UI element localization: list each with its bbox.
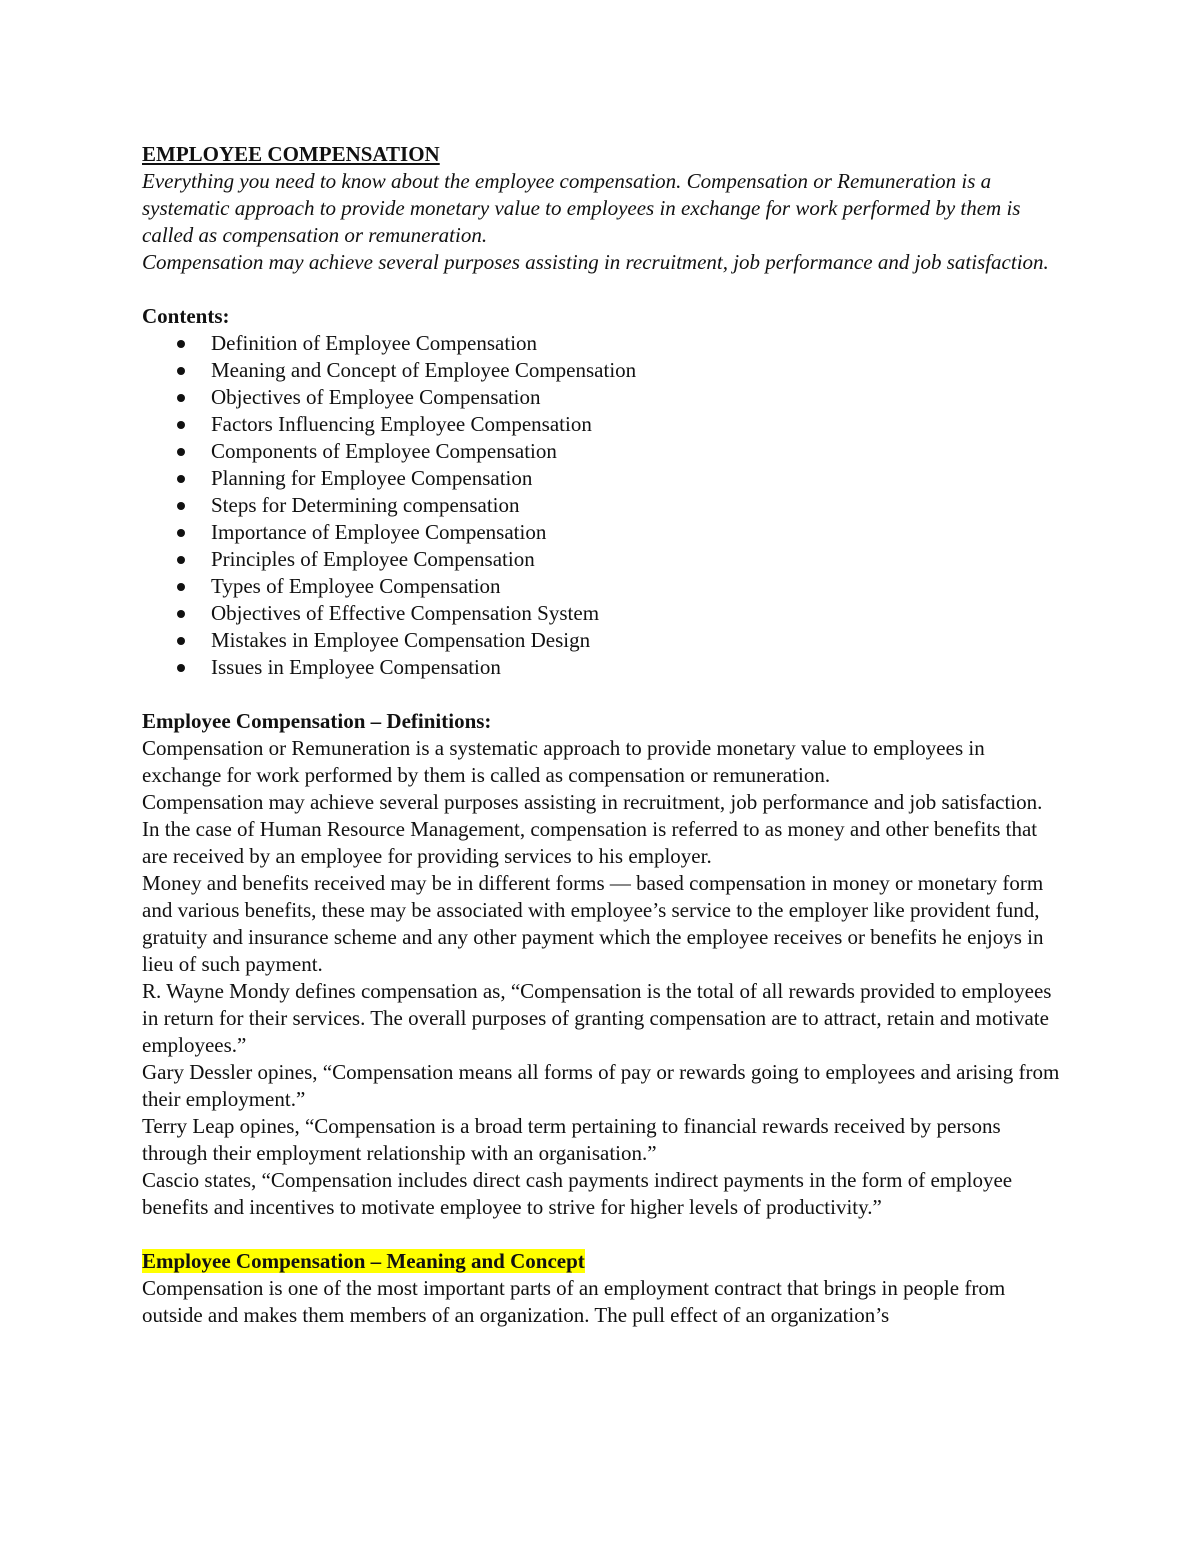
list-item-label: Importance of Employee Compensation	[211, 520, 547, 544]
list-item	[142, 654, 1062, 681]
bullet-icon	[177, 394, 185, 402]
document-title: EMPLOYEE COMPENSATION	[142, 142, 440, 166]
intro-paragraph: Everything you need to know about the employee compensation. Compensation or Remuneration is a systematic approach to provide monetary value to employees in exchange for work performed by them is called as compensation or remuneration.	[142, 169, 1021, 247]
list-item	[142, 465, 1062, 492]
bullet-icon	[177, 502, 185, 510]
list-item-label: Components of Employee Compensation	[211, 439, 557, 463]
list-item-label: Definition of Employee Compensation	[211, 331, 538, 355]
contents-heading: Contents:	[142, 304, 230, 328]
list-item	[142, 411, 1062, 438]
definitions-section	[142, 708, 1062, 1221]
contents-list	[142, 330, 1062, 681]
list-item-label: Objectives of Employee Compensation	[211, 385, 541, 409]
bullet-icon	[177, 367, 185, 375]
list-item-label: Objectives of Effective Compensation System	[211, 601, 600, 625]
bullet-icon	[177, 475, 185, 483]
body-paragraph: Compensation is one of the most important parts of an employment contract that brings in people from outside and makes them members of an organization. The pull effect of an organization’s	[142, 1276, 1006, 1327]
list-item	[142, 492, 1062, 519]
body-paragraph: Money and benefits received may be in different forms — based compensation in money or monetary form and various benefits, these may be associated with employee’s service to the employer like provident fund, gratuity and insurance scheme and any other payment which the employee receives or benefits he enjoys in lieu of such payment.	[142, 871, 1044, 976]
list-item-label: Principles of Employee Compensation	[211, 547, 535, 571]
list-item-label: Planning for Employee Compensation	[211, 466, 533, 490]
document-page	[142, 141, 1062, 1329]
blank-line	[142, 681, 1062, 708]
bullet-icon	[177, 529, 185, 537]
list-item-label: Steps for Determining compensation	[211, 493, 520, 517]
meaning-section	[142, 1248, 1062, 1329]
list-item	[142, 519, 1062, 546]
list-item-label: Factors Influencing Employee Compensation	[211, 412, 592, 436]
highlighted-heading-text: Employee Compensation – Meaning and Concept	[142, 1249, 585, 1273]
body-paragraph: R. Wayne Mondy defines compensation as, “Compensation is the total of all rewards provided to employees in return for their services. The overall purposes of granting compensation are to attract, retain and motivate employees.”	[142, 979, 1052, 1057]
bullet-icon	[177, 448, 185, 456]
list-item	[142, 330, 1062, 357]
list-item	[142, 357, 1062, 384]
bullet-icon	[177, 664, 185, 672]
bullet-icon	[177, 556, 185, 564]
list-item	[142, 627, 1062, 654]
list-item	[142, 600, 1062, 627]
list-item-label: Types of Employee Compensation	[211, 574, 501, 598]
body-paragraph: Cascio states, “Compensation includes direct cash payments indirect payments in the form of employee benefits and incentives to motivate employee to strive for higher levels of productivity.”	[142, 1168, 1013, 1219]
bullet-icon	[177, 610, 185, 618]
list-item-label: Mistakes in Employee Compensation Design	[211, 628, 591, 652]
list-item	[142, 438, 1062, 465]
body-paragraph: Compensation may achieve several purposes assisting in recruitment, job performance and job satisfaction.	[142, 790, 1043, 814]
list-item	[142, 546, 1062, 573]
list-item-label: Meaning and Concept of Employee Compensation	[211, 358, 637, 382]
bullet-icon	[177, 421, 185, 429]
body-paragraph: Gary Dessler opines, “Compensation means all forms of pay or rewards going to employees and arising from their employment.”	[142, 1060, 1060, 1111]
blank-line	[142, 276, 1062, 303]
list-item-label: Issues in Employee Compensation	[211, 655, 501, 679]
body-paragraph: Terry Leap opines, “Compensation is a broad term pertaining to financial rewards received by persons through their employment relationship with an organisation.”	[142, 1114, 1001, 1165]
bullet-icon	[177, 340, 185, 348]
list-item	[142, 384, 1062, 411]
body-paragraph: Compensation or Remuneration is a systematic approach to provide monetary value to employees in exchange for work performed by them is called as compensation or remuneration.	[142, 736, 985, 787]
bullet-icon	[177, 583, 185, 591]
intro-paragraph: Compensation may achieve several purposes assisting in recruitment, job performance and job satisfaction.	[142, 250, 1049, 274]
definitions-heading: Employee Compensation – Definitions:	[142, 709, 492, 733]
bullet-icon	[177, 637, 185, 645]
contents-section	[142, 303, 1062, 681]
intro-section	[142, 168, 1062, 276]
list-item	[142, 573, 1062, 600]
blank-line	[142, 1221, 1062, 1248]
meaning-heading	[142, 1248, 1062, 1275]
body-paragraph: In the case of Human Resource Management, compensation is referred to as money and other benefits that are received by an employee for providing services to his employer.	[142, 817, 1038, 868]
